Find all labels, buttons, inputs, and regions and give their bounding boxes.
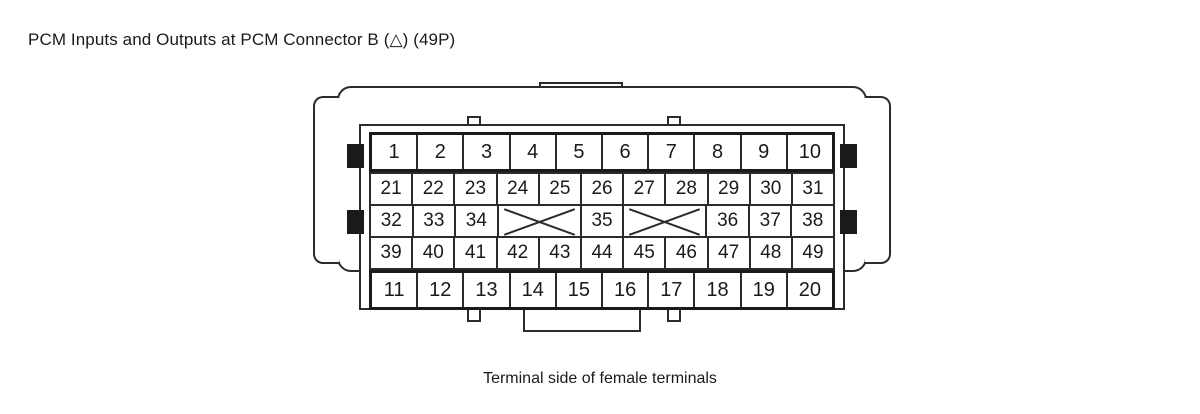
pin-cell: 3 xyxy=(464,135,510,169)
pin-cell: 5 xyxy=(557,135,603,169)
pin-cell: 9 xyxy=(742,135,788,169)
pin-cell: 49 xyxy=(793,238,833,268)
pin-row xyxy=(369,206,835,238)
pin-cell: 21 xyxy=(371,174,413,204)
pin-cell: 26 xyxy=(582,174,624,204)
pin-cell: 6 xyxy=(603,135,649,169)
pin-cell-empty xyxy=(624,206,707,236)
pin-cell: 32 xyxy=(371,206,414,236)
page-title: PCM Inputs and Outputs at PCM Connector B (△) (49P) xyxy=(28,30,456,49)
pin-cell: 37 xyxy=(750,206,793,236)
pin-row xyxy=(369,238,835,270)
pin-cell: 39 xyxy=(371,238,413,268)
pin-cell: 48 xyxy=(751,238,793,268)
pin-cell: 10 xyxy=(788,135,832,169)
pin-cell: 7 xyxy=(649,135,695,169)
pin-row xyxy=(369,132,835,172)
pin-grid xyxy=(369,132,835,310)
pin-cell: 24 xyxy=(498,174,540,204)
connector-lock-right-upper xyxy=(840,144,857,168)
connector-lock-left-upper xyxy=(347,144,364,168)
pin-cell: 44 xyxy=(582,238,624,268)
pin-cell: 31 xyxy=(793,174,833,204)
connector-diagram xyxy=(337,82,867,332)
pin-cell: 8 xyxy=(695,135,741,169)
pin-cell: 47 xyxy=(709,238,751,268)
pin-cell: 13 xyxy=(464,273,510,307)
connector-bottom-tab xyxy=(523,310,641,332)
pin-cell: 27 xyxy=(624,174,666,204)
pin-cell: 42 xyxy=(498,238,540,268)
connector-lock-left-lower xyxy=(347,210,364,234)
pin-row xyxy=(369,270,835,310)
diagram-caption: Terminal side of female terminals xyxy=(483,370,717,387)
pin-cell: 25 xyxy=(540,174,582,204)
pin-cell: 28 xyxy=(666,174,708,204)
pin-row xyxy=(369,172,835,206)
pin-cell: 46 xyxy=(666,238,708,268)
pin-cell-empty xyxy=(499,206,582,236)
pin-cell: 17 xyxy=(649,273,695,307)
pin-cell: 14 xyxy=(511,273,557,307)
pin-cell: 38 xyxy=(792,206,833,236)
pin-cell: 34 xyxy=(456,206,499,236)
connector-left-flange xyxy=(313,96,339,264)
pin-cell: 19 xyxy=(742,273,788,307)
pin-cell: 15 xyxy=(557,273,603,307)
pin-cell: 2 xyxy=(418,135,464,169)
pin-cell: 16 xyxy=(603,273,649,307)
pin-cell: 11 xyxy=(372,273,418,307)
pin-cell: 12 xyxy=(418,273,464,307)
pin-cell: 33 xyxy=(414,206,457,236)
pin-cell: 35 xyxy=(582,206,625,236)
pin-cell: 22 xyxy=(413,174,455,204)
pin-cell: 41 xyxy=(455,238,497,268)
pin-cell: 45 xyxy=(624,238,666,268)
pin-cell: 40 xyxy=(413,238,455,268)
connector-notch-bottom-left xyxy=(467,308,481,322)
pin-cell: 43 xyxy=(540,238,582,268)
pin-cell: 18 xyxy=(695,273,741,307)
pin-cell: 20 xyxy=(788,273,832,307)
pin-cell: 1 xyxy=(372,135,418,169)
pin-cell: 4 xyxy=(511,135,557,169)
pin-cell: 29 xyxy=(709,174,751,204)
pin-cell: 36 xyxy=(707,206,750,236)
connector-notch-bottom-right xyxy=(667,308,681,322)
connector-lock-right-lower xyxy=(840,210,857,234)
pin-cell: 23 xyxy=(455,174,497,204)
connector-right-flange xyxy=(865,96,891,264)
pin-cell: 30 xyxy=(751,174,793,204)
